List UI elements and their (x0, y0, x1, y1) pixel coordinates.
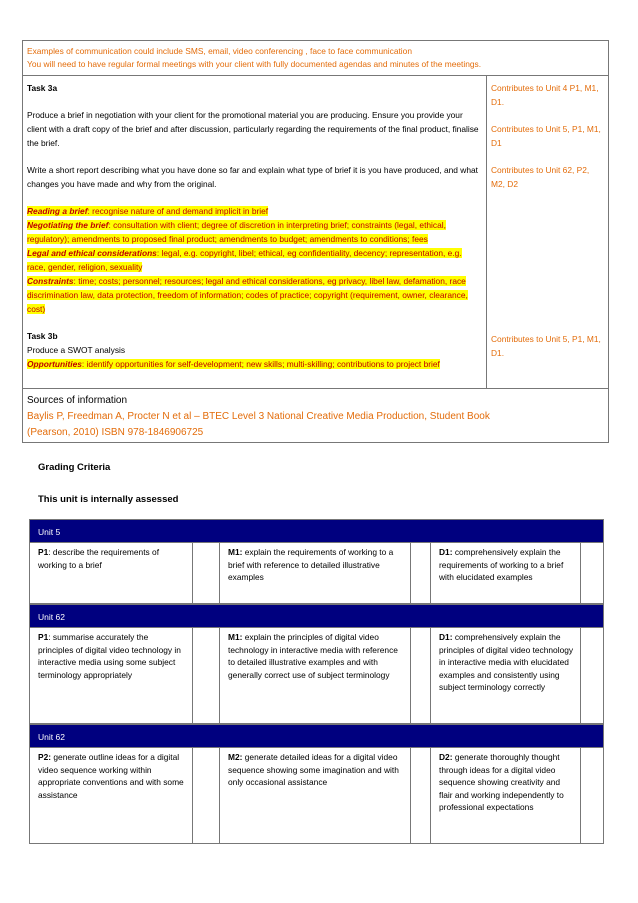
contributes-unit-5: Contributes to Unit 5, P1, M1, D1 (491, 124, 601, 148)
checkbox-cell (193, 543, 220, 603)
criteria-row (29, 748, 604, 844)
intro-line-1: Examples of communication could include SMS, email, video conferencing , face to face communication (27, 46, 412, 56)
pass-criterion (30, 748, 193, 843)
task-3b-title: Task 3b (27, 331, 58, 341)
criterion-code: D1: (439, 632, 453, 642)
criterion-text: comprehensively explain the requirements of working to a brief with elucidated examples (439, 547, 564, 583)
distinction-criterion (431, 748, 581, 843)
contributes-unit-62: Contributes to Unit 62, P2, M2, D2 (491, 165, 590, 189)
reading-brief-item: Reading a brief: recognise nature of and demand implicit in brief (27, 206, 269, 216)
tasks-table (22, 75, 609, 389)
task-3a-para-2: Write a short report describing what you have done so far and explain what type of brief it is you have produced, and what changes you have made and why from the original. (27, 165, 478, 189)
checkbox-cell (581, 543, 603, 603)
item-label: Reading a brief (27, 206, 88, 216)
unit-header: Unit 5 (29, 519, 604, 543)
merit-criterion (220, 628, 411, 723)
checkbox-cell (411, 628, 431, 723)
sources-section (22, 388, 609, 443)
criterion-text: describe the requirements of working to a brief (38, 547, 160, 570)
negotiating-brief-item: Negotiating the brief: consultation with client; degree of discretion in interpreting brief; constraints (legal, ethical, regulatory); amendments to proposed final product; amendments to budget; amendments to conditions; fees (27, 220, 446, 244)
item-label: Opportunities (27, 359, 82, 369)
criterion-code: M2: (228, 752, 243, 762)
item-text: time; costs; personnel; resources; legal and ethical considerations, eg privacy, libel law, defamation, race discrimination law, data protection, freedom of information; codes of practice; copyright (requirement, owner, clearance, cost) (27, 276, 468, 314)
criterion-text: summarise accurately the principles of digital video technology in interactive media using some subject terminology appropriately (38, 632, 181, 680)
criterion-text: generate detailed ideas for a digital video sequence showing some imagination and with only occasional assistance (228, 752, 399, 788)
criterion-code: D1: (439, 547, 453, 557)
checkbox-cell (411, 748, 431, 843)
checkbox-cell (581, 748, 603, 843)
item-text: consultation with client; degree of discretion in interpreting brief; constraints (legal, ethical, regulatory); amendments to proposed final product; amendments to budget; amendments to conditions; fees (27, 220, 446, 244)
intro-line-2: You will need to have regular formal meetings with your client with fully documented agendas and minutes of the meetings. (27, 59, 482, 69)
checkbox-cell (411, 543, 431, 603)
contributes-column (487, 76, 608, 388)
criterion-code: P1 (38, 632, 49, 642)
criterion-code: P1 (38, 547, 49, 557)
item-text: recognise nature of and demand implicit in brief (92, 206, 269, 216)
criteria-row (29, 628, 604, 724)
contributes-unit-4: Contributes to Unit 4 P1, M1, D1. (491, 83, 599, 107)
distinction-criterion (431, 543, 581, 603)
item-label: Legal and ethical considerations (27, 248, 157, 258)
criterion-text: generate thoroughly thought through ideas for a digital video sequence showing creativity and flair and working independently to professional expectations (439, 752, 564, 813)
merit-criterion (220, 543, 411, 603)
criterion-text: explain the principles of digital video technology in interactive media with reference to detailed illustrative examples and with generally correct use of subject terminology (228, 632, 398, 680)
tasks-column (23, 76, 487, 388)
criteria-row (29, 543, 604, 604)
distinction-criterion (431, 628, 581, 723)
sources-line-1: Baylis P, Freedman A, Procter N et al – BTEC Level 3 National Creative Media Production, Student Book (27, 411, 490, 422)
assessment-subheading: This unit is internally assessed (38, 494, 179, 505)
item-text: identify opportunities for self-development; new skills; multi-skilling; contributions to project brief (86, 359, 440, 369)
grading-heading: Grading Criteria (38, 462, 111, 473)
criterion-code: D2: (439, 752, 453, 762)
item-label: Negotiating the brief (27, 220, 109, 230)
legal-ethical-item: Legal and ethical considerations: legal, e.g. copyright, libel; ethical, eg confidentiality, decency; representation, e.g. race, gender, religion, sexuality (27, 248, 462, 272)
sources-line-2: (Pearson, 2010) ISBN 978-1846906725 (27, 427, 204, 438)
grading-criteria-table (29, 519, 604, 844)
criterion-text: generate outline ideas for a digital video sequence working within appropriate conventions and with some assistance (38, 752, 184, 800)
criterion-code: P2: (38, 752, 52, 762)
item-label: Constraints (27, 276, 74, 286)
sources-title: Sources of information (27, 395, 128, 406)
item-text: legal, e.g. copyright, libel; ethical, eg confidentiality, decency; representation, e.g. race, gender, religion, sexuality (27, 248, 462, 272)
criterion-code: M1: (228, 547, 243, 557)
unit-header: Unit 62 (29, 604, 604, 628)
pass-criterion: P1: describe the requirements of working to a brief (30, 543, 193, 603)
checkbox-cell (581, 628, 603, 723)
task-3a-title: Task 3a (27, 83, 58, 93)
criterion-text: explain the requirements of working to a brief with reference to detailed illustrative examples (228, 547, 394, 583)
merit-criterion (220, 748, 411, 843)
unit-header: Unit 62 (29, 724, 604, 748)
task-3b-line-1: Produce a SWOT analysis (27, 345, 126, 355)
criterion-code: M1: (228, 632, 243, 642)
checkbox-cell (193, 748, 220, 843)
criterion-text: comprehensively explain the principles of digital video technology in interactive media with elucidated examples and consistently using subject terminology correctly (439, 632, 574, 693)
opportunities-item: Opportunities: identify opportunities for self-development; new skills; multi-skilling; contributions to project brief (27, 359, 440, 369)
pass-criterion: P1: summarise accurately the principles of digital video technology in interactive media using some subject terminology appropriately (30, 628, 193, 723)
contributes-task-3b: Contributes to Unit 5, P1, M1, D1. (491, 334, 601, 358)
constraints-item: Constraints: time; costs; personnel; resources; legal and ethical considerations, eg privacy, libel law, defamation, race discrimination law, data protection, freedom of information; codes of practice; copyright (requirement, owner, clearance, cost) (27, 276, 468, 314)
communication-intro (22, 40, 609, 76)
checkbox-cell (193, 628, 220, 723)
task-3a-para-1: Produce a brief in negotiation with your client for the promotional material you are producing. Ensure you provide your client with a draft copy of the brief and after discussion, particularly regarding the requirements of the final product, finalise the brief. (27, 110, 479, 148)
